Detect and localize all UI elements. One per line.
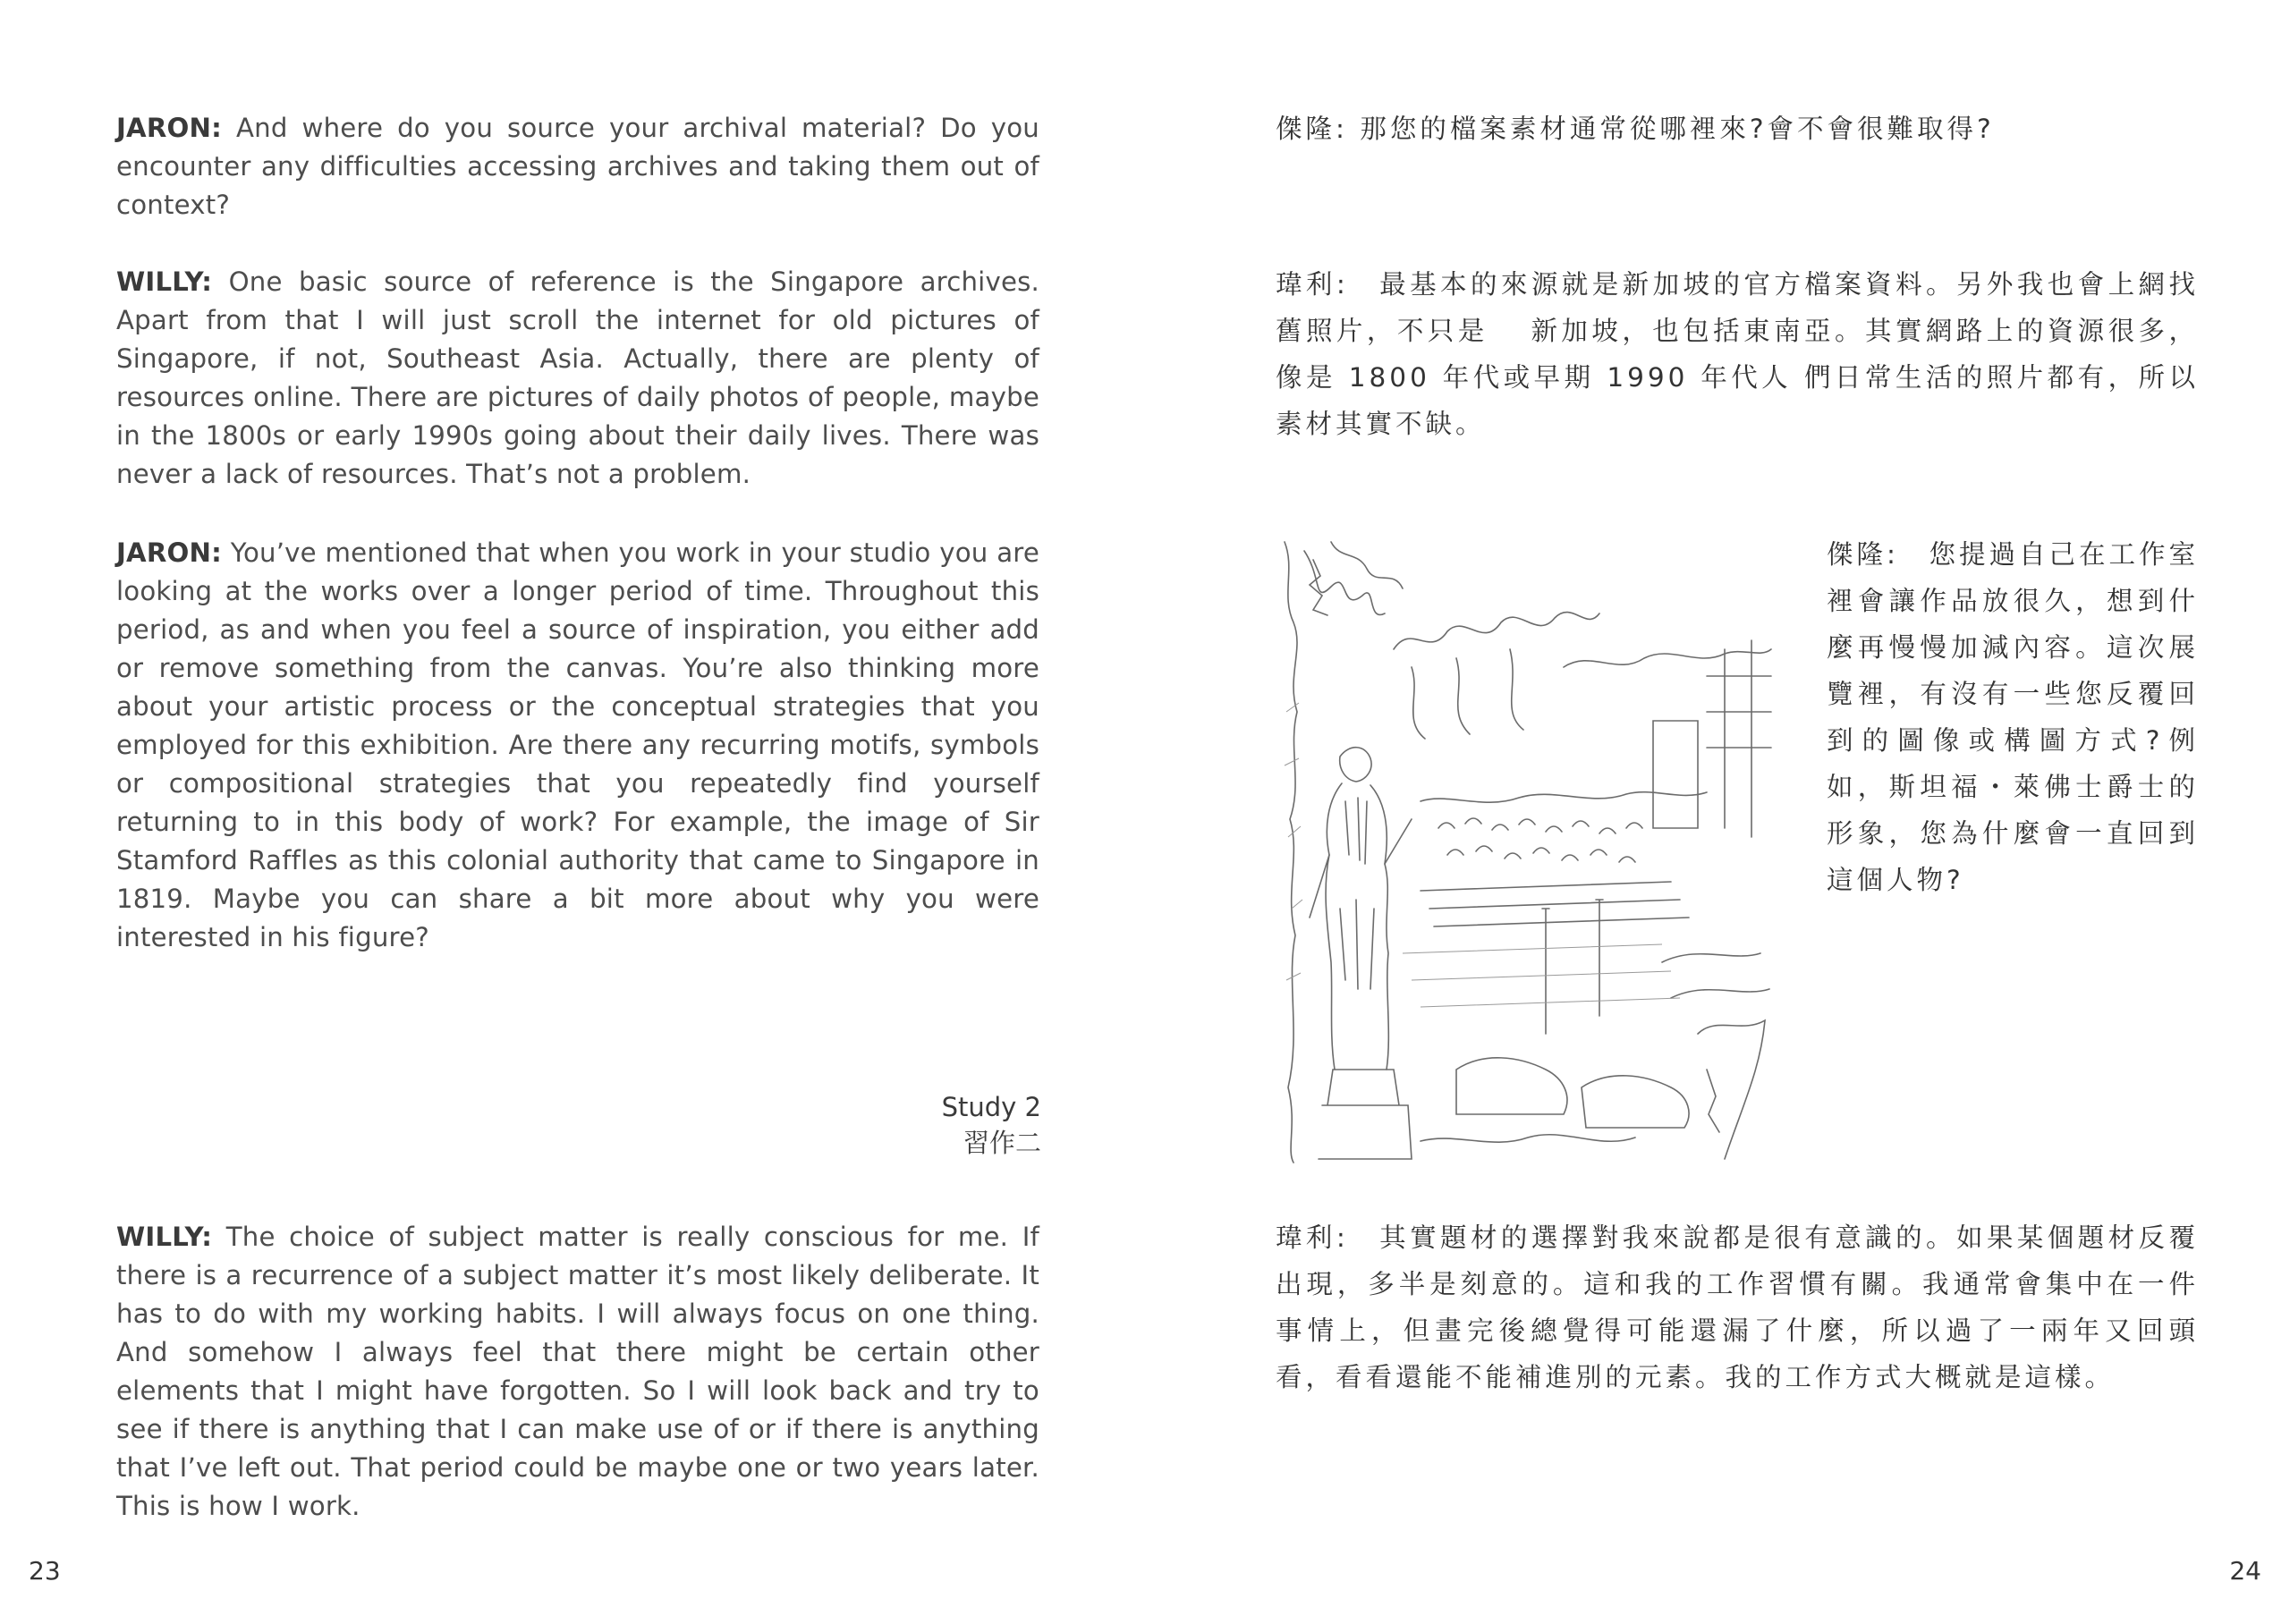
page-number: 24 [2229, 1556, 2261, 1586]
paragraph-zh-jaron-1: 傑隆: 那您的檔案素材通常從哪裡來?會不會很難取得? [1276, 114, 1995, 144]
paragraph-zh-willy-1: 瑋利: 最基本的來源就是新加坡的官方檔案資料。另外我也會上網找舊照片，不只是 新加坡，也包括東南亞。其實網路上的資源很多，像是 1800 年代或早期 1990 年代人 們日常生活的照片都有，所以素材其實不缺。 [1276, 269, 2199, 439]
paragraph-willy-1 [116, 263, 1039, 494]
paragraph-zh-jaron-2: 傑隆: 您提過自己在工作室裡會讓作品放很久，想到什麼再慢慢加減內容。這次展覽裡，有沒有一些您反覆回到的圖像或構圖方式?例如，斯坦福・萊佛士爵士的形象，您為什麼會一直回到這個人物? [1827, 539, 2199, 895]
sketch-drawing [1277, 533, 1775, 1164]
paragraph-jaron-1 [116, 109, 1039, 224]
speaker-label: WILLY: [116, 1222, 213, 1252]
caption-english: Study 2 [941, 1092, 1041, 1122]
page-number: 23 [29, 1556, 61, 1586]
speaker-label: WILLY: [116, 266, 213, 297]
paragraph-text: And where do you source your archival material? Do you encounter any difficulties accessing archives and taking them out of context? [116, 113, 1039, 220]
paragraph-text: The choice of subject matter is really conscious for me. If there is a recurrence of a subject matter it’s most likely deliberate. It has to do with my working habits. I will always focus on one thing. And somehow I always feel that there might be certain other elements that I might have forgotten. So I will look back and try to see if there is anything that I can make use of or if there is anything that I’ve left out. That period could be maybe one or two years later. This is how I work. [116, 1222, 1039, 1521]
paragraph-zh-willy-2: 瑋利: 其實題材的選擇對我來說都是很有意識的。如果某個題材反覆出現，多半是刻意的。這和我的工作習慣有關。我通常會集中在一件事情上，但畫完後總覺得可能還漏了什麼，所以過了一兩年又回頭看，看看還能不能補進別的元素。我的工作方式大概就是這樣。 [1276, 1222, 2199, 1392]
speaker-label: JARON: [116, 113, 223, 143]
right-page [1145, 0, 2290, 1624]
paragraph-text: You’ve mentioned that when you work in your studio you are looking at the works over a longer period of time. Throughout this period, as and when you feel a source of inspiration, you either add or remove something from the canvas. You’re also thinking more about your artistic process or the conceptual strategies that you employed for this exhibition. Are there any recurring motifs, symbols or compositional strategies that you repeatedly find yourself returning to in this body of work? For example, the image of Sir Stamford Raffles as this colonial authority that came to Singapore in 1819. Maybe you can share a bit more about why you were interested in his figure? [116, 537, 1039, 952]
paragraph-text: One basic source of reference is the Singapore archives. Apart from that I will just scroll the internet for old pictures of Singapore, if not, Southeast Asia. Actually, there are plenty of resources online. There are pictures of daily photos of people, maybe in the 1800s or early 1990s going about their daily lives. There was never a lack of resources. That’s not a problem. [116, 266, 1039, 489]
paragraph-jaron-2 [116, 534, 1039, 957]
speaker-label: JARON: [116, 537, 223, 568]
pencil-sketch-raffles-statue [1277, 533, 1775, 1164]
paragraph-willy-2 [116, 1218, 1039, 1526]
caption-chinese: 習作二 [963, 1128, 1041, 1158]
figure-caption [942, 1089, 1041, 1161]
